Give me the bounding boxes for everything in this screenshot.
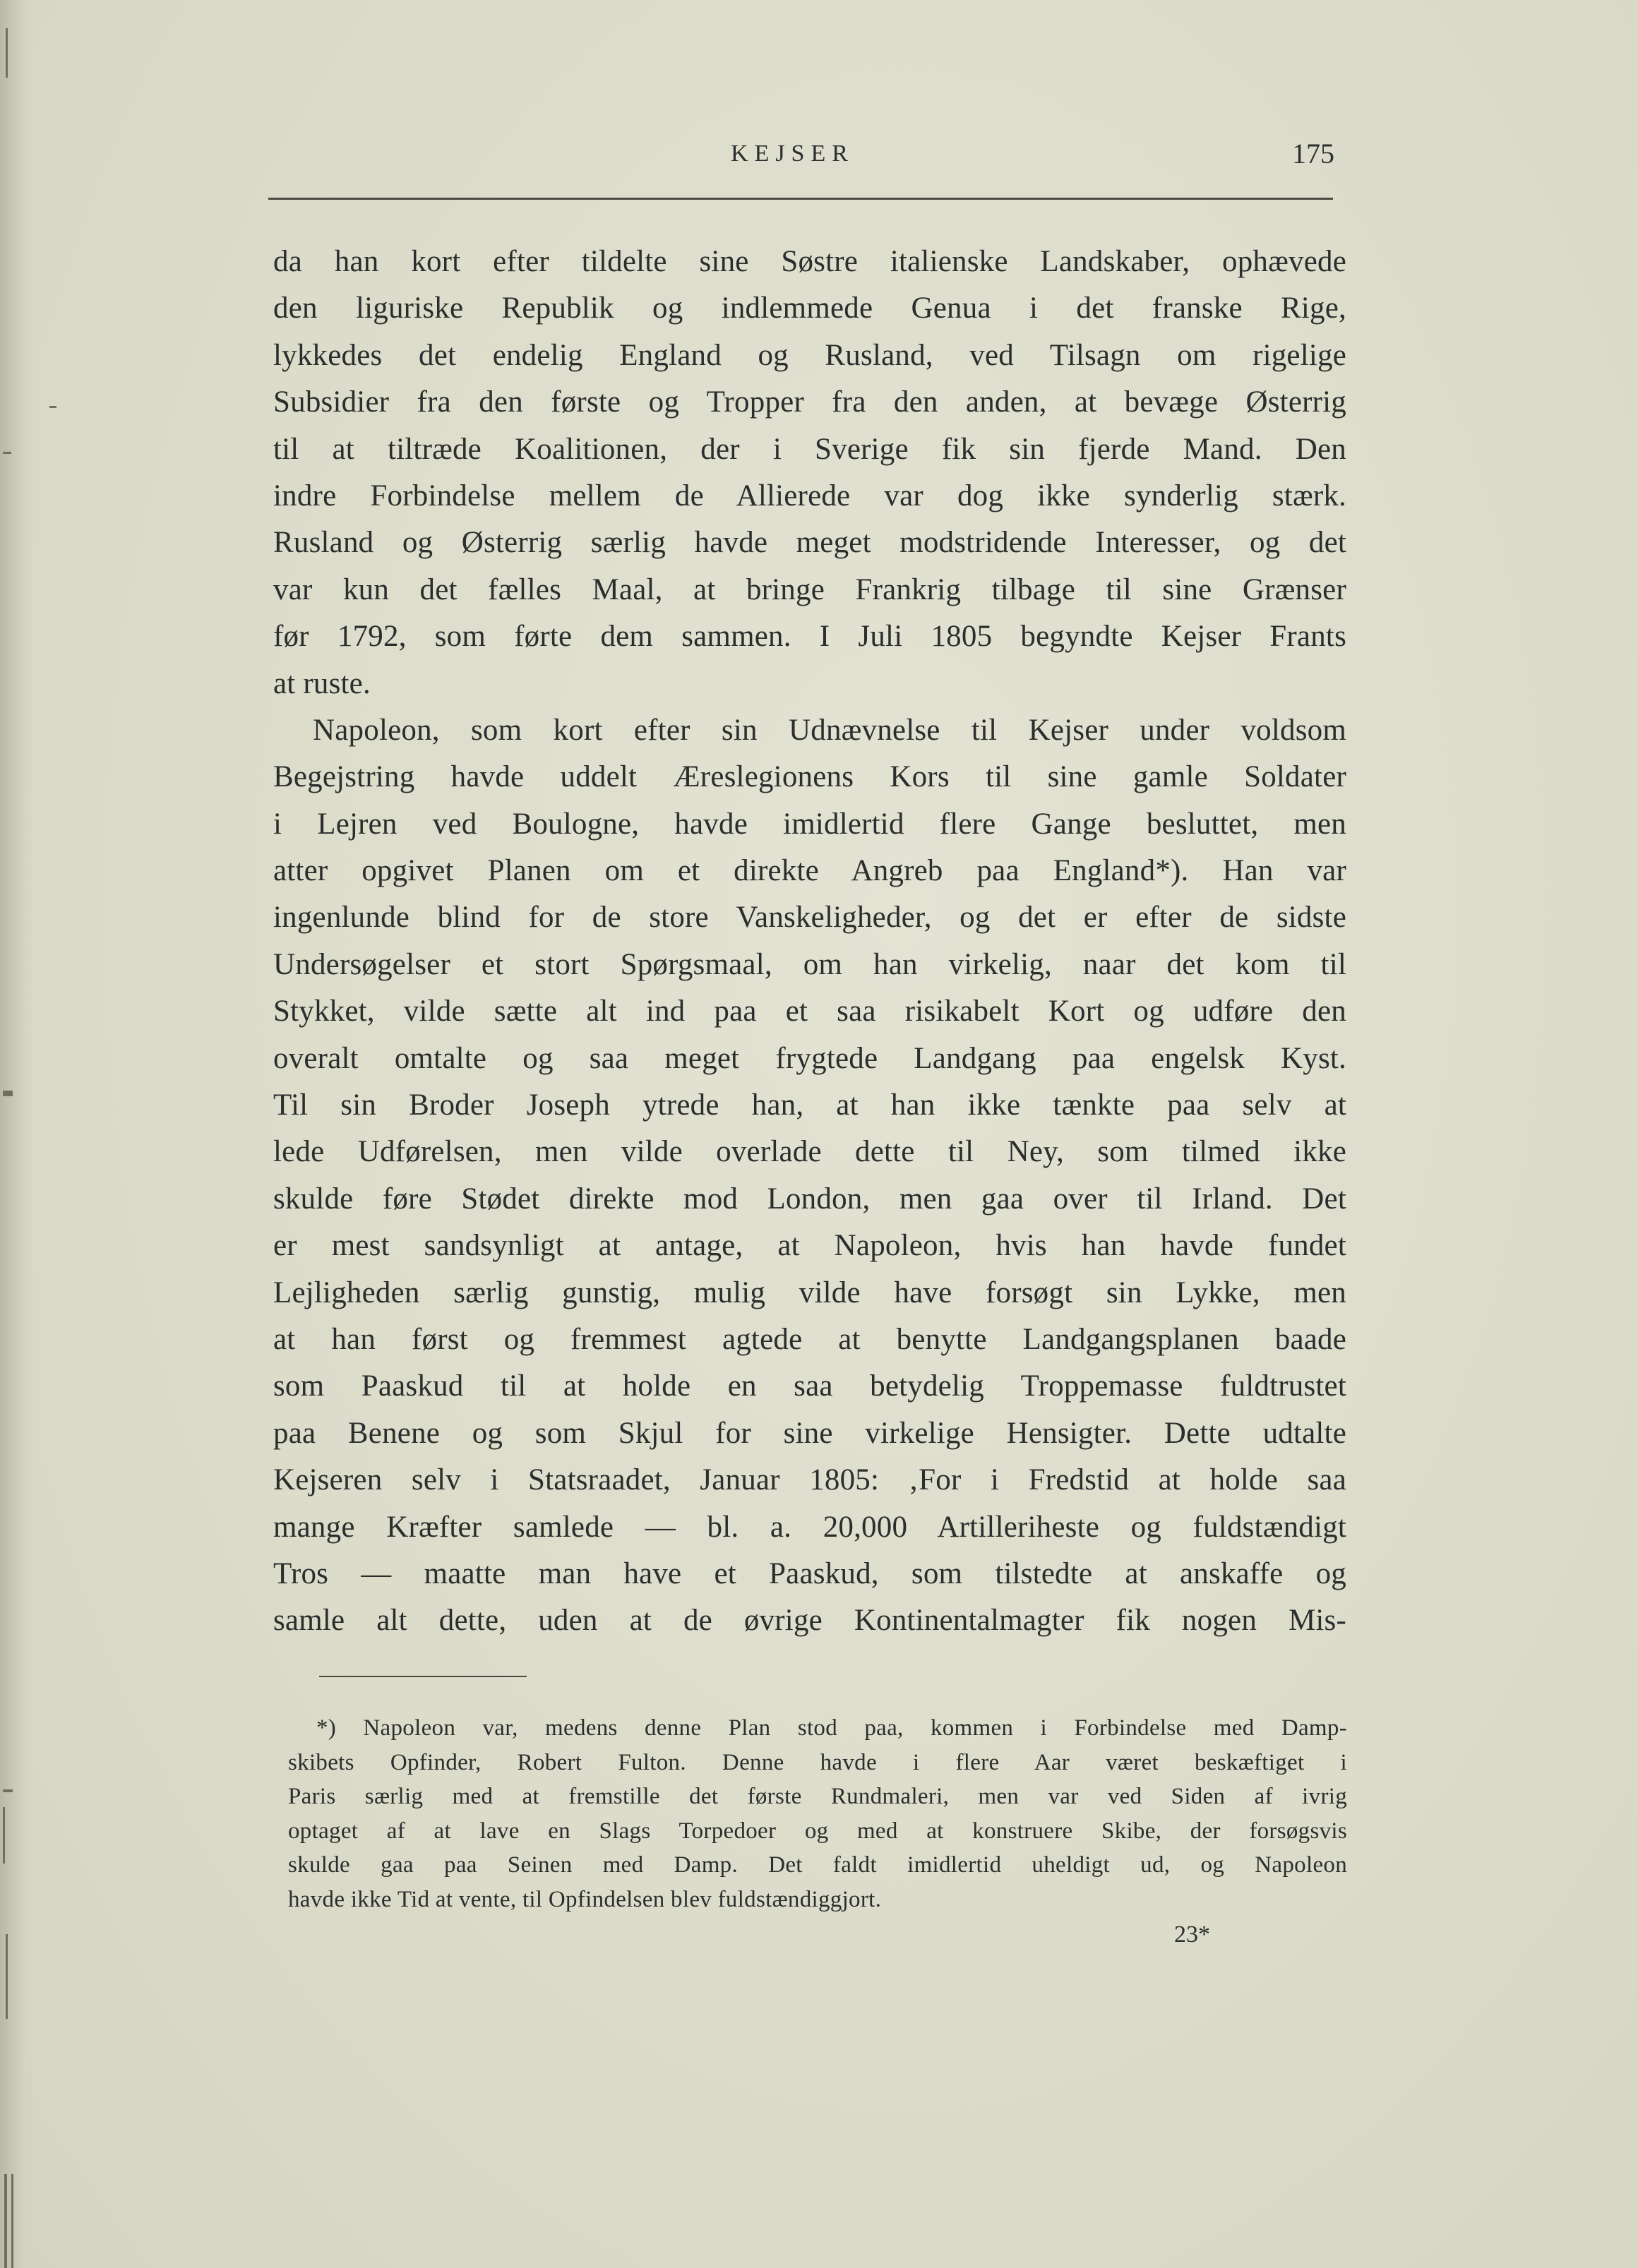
footnote-line: skulde gaa paa Seinen med Damp. Det faldt imidlertid uheldigt ud, og Napoleon <box>288 1852 1347 1878</box>
edge-mark <box>3 1091 13 1096</box>
edge-mark <box>6 28 8 78</box>
text-line: mange Kræfter samlede — bl. a. 20,000 Artilleriheste og fuldstændigt <box>273 1510 1346 1544</box>
edge-mark <box>6 1934 8 2019</box>
text-line: Stykket, vilde sætte alt ind paa et saa risikabelt Kort og udføre den <box>273 995 1346 1028</box>
edge-mark <box>3 452 11 454</box>
footnote-rule <box>319 1676 527 1677</box>
header-rule <box>268 198 1333 200</box>
text-line: paa Benene og som Skjul for sine virkelige Hensigter. Dette udtalte <box>273 1416 1346 1450</box>
footnote-line: skibets Opfinder, Robert Fulton. Denne havde i flere Aar været beskæftiget i <box>288 1749 1347 1775</box>
text-line: Tros — maatte man have et Paaskud, som tilstedte at anskaffe og <box>273 1556 1346 1590</box>
text-line: Til sin Broder Joseph ytrede han, at han ikke tænkte paa selv at <box>273 1088 1346 1122</box>
text-line: Undersøgelser et stort Spørgsmaal, om han virkelig, naar det kom til <box>273 947 1346 981</box>
edge-mark <box>4 2174 7 2268</box>
edge-mark <box>3 1789 13 1792</box>
text-line: til at tiltræde Koalitionen, der i Sverige fik sin fjerde Mand. Den <box>273 432 1346 466</box>
edge-mark <box>49 406 56 408</box>
text-line: var kun det fælles Maal, at bringe Frankrig tilbage til sine Grænser <box>273 572 1346 606</box>
page-header <box>275 133 1334 175</box>
edge-mark <box>3 1807 5 1864</box>
running-title: KEJSER <box>731 140 854 167</box>
text-line: at ruste. <box>273 666 371 700</box>
text-line: i Lejren ved Boulogne, havde imidlertid flere Gange besluttet, men <box>273 807 1346 841</box>
text-line: den liguriske Republik og indlemmede Genua i det franske Rige, <box>273 292 1346 325</box>
text-line: er mest sandsynligt at antage, at Napoleon, hvis han havde fundet <box>273 1229 1346 1263</box>
edge-mark <box>11 2174 13 2268</box>
footnote <box>288 1711 1347 1916</box>
text-line: atter opgivet Planen om et direkte Angreb paa England*). Han var <box>273 854 1346 888</box>
text-line: at han først og fremmest agtede at benytte Landgangsplanen baade <box>273 1322 1346 1356</box>
text-line: samle alt dette, uden at de øvrige Kontinentalmagter fik nogen Mis- <box>273 1604 1346 1638</box>
text-line: før 1792, som førte dem sammen. I Juli 1805 begyndte Kejser Frants <box>273 620 1346 654</box>
text-line: Lejligheden særlig gunstig, mulig vilde have forsøgt sin Lykke, men <box>273 1276 1346 1309</box>
footnote-line: optaget af at lave en Slags Torpedoer og med at konstruere Skibe, der forsøgsvis <box>288 1818 1347 1844</box>
text-line: Subsidier fra den første og Tropper fra den anden, at bevæge Østerrig <box>273 385 1346 419</box>
page-number: 175 <box>1292 138 1334 169</box>
text-line: Napoleon, som kort efter sin Udnævnelse til Kejser under voldsom <box>313 713 1346 747</box>
text-line: indre Forbindelse mellem de Allierede var dog ikke synderlig stærk. <box>273 479 1346 512</box>
footnote-line: havde ikke Tid at vente, til Opfindelsen blev fuldstændiggjort. <box>288 1886 882 1912</box>
text-line: som Paaskud til at holde en saa betydelig Troppemasse fuldtrustet <box>273 1369 1346 1403</box>
text-line: Kejseren selv i Statsraadet, Januar 1805: ‚For i Fredstid at holde saa <box>273 1463 1346 1497</box>
text-line: ingenlunde blind for de store Vanskeligheder, og det er efter de sidste <box>273 901 1346 935</box>
signature-mark: 23* <box>1174 1921 1210 1948</box>
text-line: Begejstring havde uddelt Æreslegionens Kors til sine gamle Soldater <box>273 760 1346 794</box>
text-line: Rusland og Østerrig særlig havde meget modstridende Interesser, og det <box>273 526 1346 560</box>
body-text <box>273 239 1346 1645</box>
binding-edge-shadow <box>0 0 34 2268</box>
text-line: skulde føre Stødet direkte mod London, men gaa over til Irland. Det <box>273 1182 1346 1216</box>
footnote-line: Paris særlig med at fremstille det første Rundmaleri, men var ved Siden af ivrig <box>288 1784 1347 1809</box>
text-line: lykkedes det endelig England og Rusland, ved Tilsagn om rigelige <box>273 338 1346 372</box>
text-line: lede Udførelsen, men vilde overlade dette til Ney, som tilmed ikke <box>273 1135 1346 1169</box>
text-line: overalt omtalte og saa meget frygtede Landgang paa engelsk Kyst. <box>273 1041 1346 1075</box>
footnote-line: *) Napoleon var, medens denne Plan stod paa, kommen i Forbindelse med Damp- <box>316 1715 1347 1741</box>
text-line: da han kort efter tildelte sine Søstre italienske Landskaber, ophævede <box>273 245 1346 278</box>
